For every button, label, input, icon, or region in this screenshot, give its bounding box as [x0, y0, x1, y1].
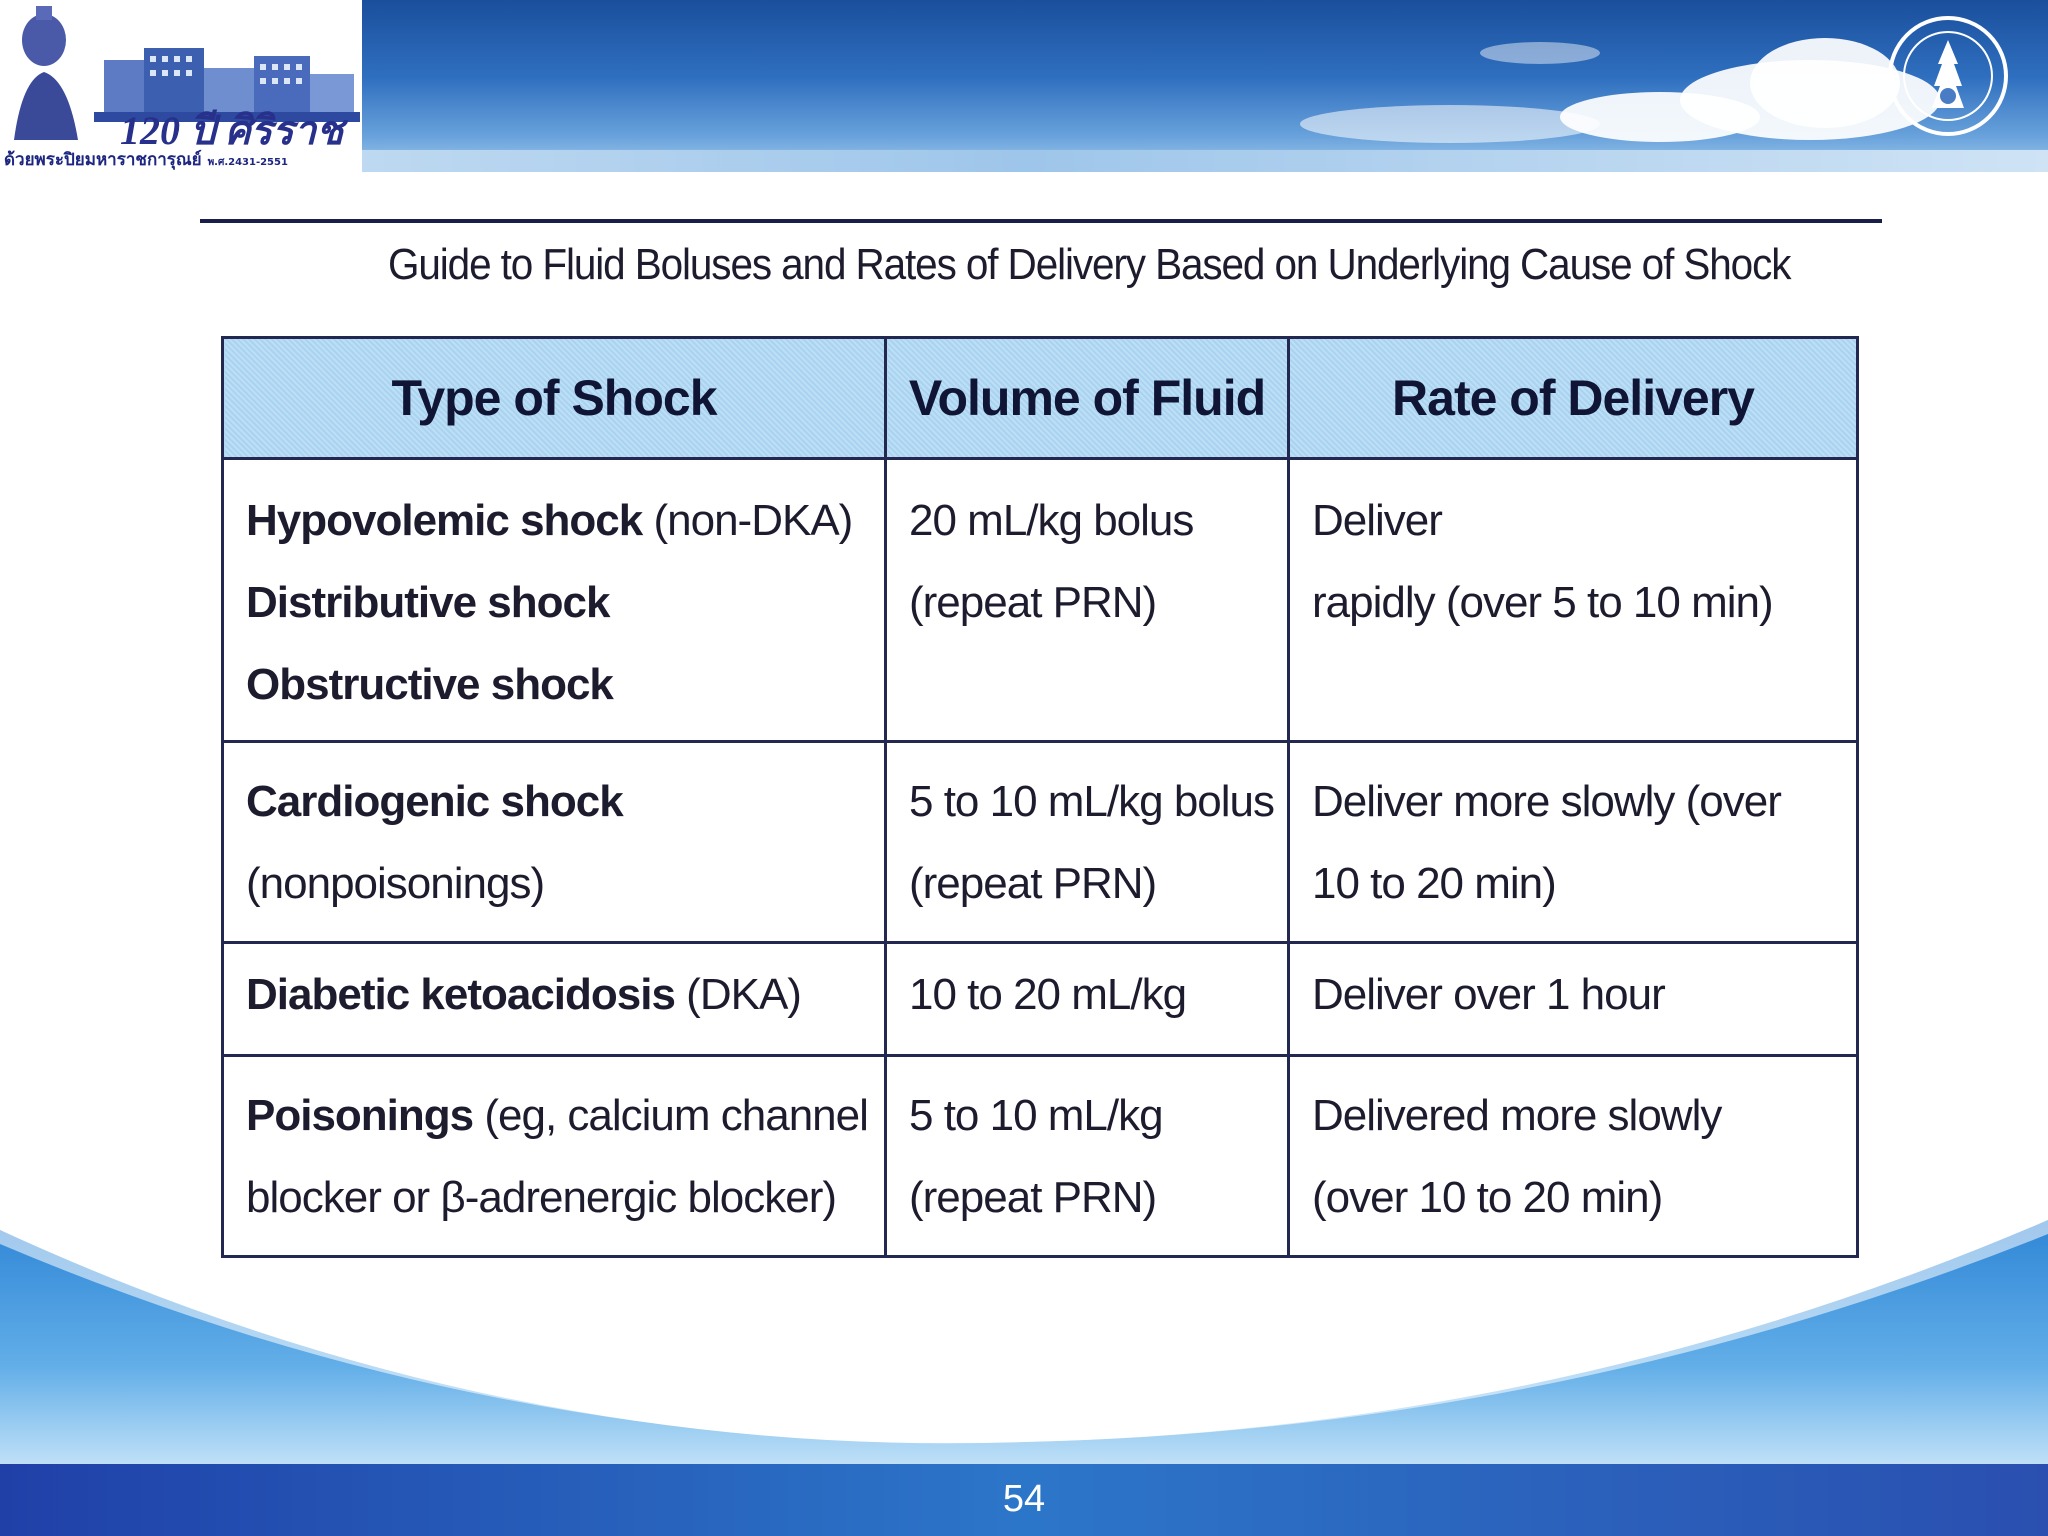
cell-line: [246, 761, 864, 843]
logo-motto-text: ด้วยพระปิยมหาราชการุณย์: [4, 150, 202, 170]
table-row: [223, 459, 1858, 742]
logo-motto-years: พ.ศ.2431-2551: [207, 157, 288, 168]
cloud-shape: [1480, 42, 1600, 64]
cell-line: (repeat PRN): [909, 1173, 1157, 1222]
cell-line: Delivered more slowly: [1312, 1091, 1722, 1140]
cell-line: rapidly (over 5 to 10 min): [1312, 578, 1773, 627]
cell-line: [246, 480, 864, 562]
cell-volume-of-fluid: [886, 459, 1289, 742]
shock-type-qualifier: (eg, calcium channel: [473, 1091, 868, 1140]
column-header-volume-of-fluid: Volume of Fluid: [886, 338, 1289, 459]
cell-line: [246, 1075, 868, 1157]
table-header-row: [223, 338, 1858, 459]
cell-volume-of-fluid: [886, 742, 1289, 943]
cloud-shape: [1750, 38, 1900, 128]
faculty-seal-icon: [1886, 14, 2010, 138]
cell-line: 10 to 20 min): [1312, 859, 1556, 908]
cloud-shape: [1300, 105, 1600, 143]
shock-type-label: Distributive shock: [246, 578, 610, 627]
column-header-type-of-shock: Type of Shock: [223, 338, 886, 459]
cell-line: Deliver more slowly (over: [1312, 777, 1781, 826]
page-number: 54: [1002, 1478, 1046, 1520]
cell-line: 5 to 10 mL/kg bolus: [909, 777, 1275, 826]
shock-type-qualifier: blocker or β-adrenergic blocker): [246, 1173, 836, 1222]
cell-line: 5 to 10 mL/kg: [909, 1091, 1163, 1140]
cell-line: Deliver: [1312, 496, 1442, 545]
cell-type-of-shock: [223, 943, 886, 1056]
shock-type-label: Hypovolemic shock: [246, 496, 643, 545]
shock-type-label: Obstructive shock: [246, 660, 613, 709]
cell-type-of-shock: [223, 742, 886, 943]
cell-line: [246, 954, 864, 1036]
cell-line: [246, 843, 864, 925]
logo-years-text: 120 ปี ศิริราช: [120, 108, 344, 153]
cell-line: [246, 562, 864, 644]
cell-line: Deliver over 1 hour: [1312, 970, 1665, 1019]
title-divider: [200, 219, 1882, 223]
cell-rate-of-delivery: [1289, 943, 1858, 1056]
shock-type-label: Cardiogenic shock: [246, 777, 623, 826]
shock-type-label: Diabetic ketoacidosis: [246, 970, 675, 1019]
shock-type-qualifier: (non-DKA): [642, 496, 853, 545]
logo-motto: [4, 146, 288, 172]
column-header-rate-of-delivery: Rate of Delivery: [1289, 338, 1858, 459]
cell-line: (repeat PRN): [909, 578, 1157, 627]
cell-line: 10 to 20 mL/kg: [909, 970, 1187, 1019]
table-row: [223, 742, 1858, 943]
cell-line: 20 mL/kg bolus: [909, 496, 1194, 545]
shock-type-label: Poisonings: [246, 1091, 474, 1140]
cell-rate-of-delivery: [1289, 742, 1858, 943]
cell-line: (repeat PRN): [909, 859, 1157, 908]
table-title: Guide to Fluid Boluses and Rates of Delivery Based on Underlying Cause of Shock: [388, 240, 1791, 289]
shock-type-qualifier: (nonpoisonings): [246, 859, 545, 908]
cell-type-of-shock: [223, 459, 886, 742]
table-row: [223, 943, 1858, 1056]
shock-type-qualifier: (DKA): [674, 970, 801, 1019]
fluid-guide-table: [221, 336, 1859, 1258]
bottom-swoosh-decoration: [0, 1200, 2048, 1464]
header-banner: [0, 0, 2048, 172]
hospital-logo: [0, 0, 362, 172]
cell-line: [246, 644, 864, 726]
cell-line: (over 10 to 20 min): [1312, 1173, 1663, 1222]
cell-rate-of-delivery: [1289, 459, 1858, 742]
cell-volume-of-fluid: [886, 943, 1289, 1056]
